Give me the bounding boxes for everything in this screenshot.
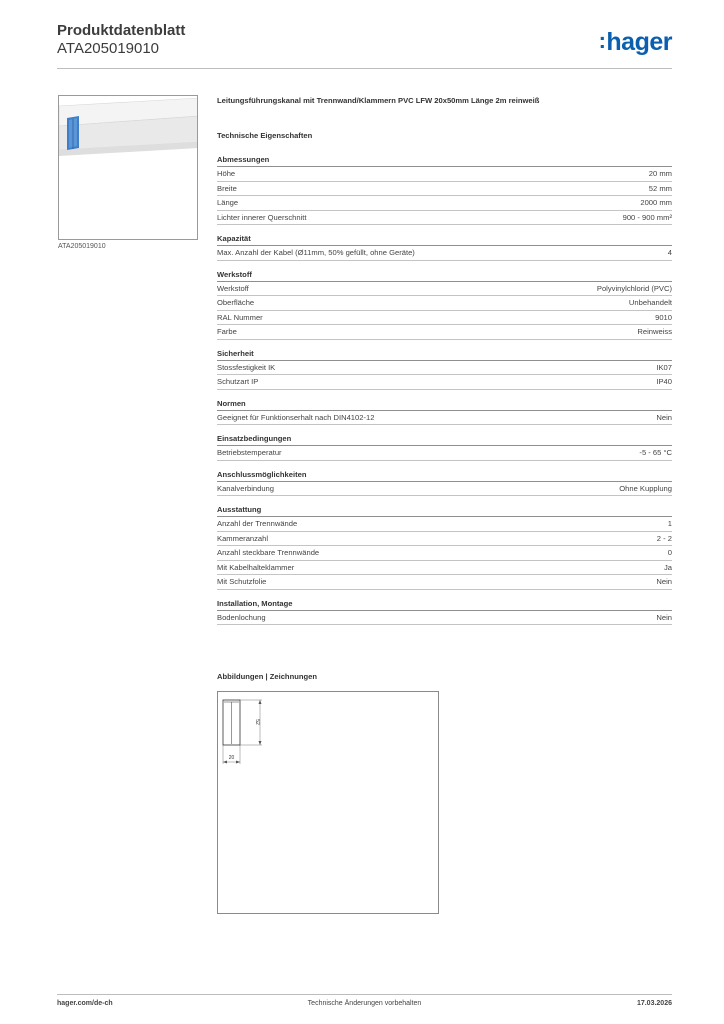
- width-dimension-label: 20: [228, 755, 235, 761]
- spec-row: [217, 561, 672, 576]
- spec-sections: [217, 155, 672, 625]
- spec-value: Unbehandelt: [628, 298, 672, 307]
- spec-label: Anzahl der Trennwände: [217, 519, 298, 528]
- spec-value: 0: [667, 548, 672, 557]
- spec-value: Reinweiss: [637, 327, 672, 336]
- spec-label: Anzahl steckbare Trennwände: [217, 548, 320, 557]
- drawings-heading: Abbildungen | Zeichnungen: [217, 672, 317, 681]
- spec-row: [217, 196, 672, 211]
- section-title: Anschlussmöglichkeiten: [217, 470, 672, 482]
- spec-label: RAL Nummer: [217, 312, 263, 322]
- footer-note: Technische Änderungen vorbehalten: [307, 1000, 422, 1007]
- spec-label: Mit Kabelhalteklammer: [217, 562, 295, 572]
- spec-section: [217, 234, 672, 261]
- spec-label: Länge: [217, 198, 239, 207]
- spec-section: [217, 399, 672, 426]
- document-number: ATA205019010: [57, 40, 160, 57]
- product-title: Leitungsführungskanal mit Trennwand/Klammern PVC LFW 20x50mm Länge 2m reinweiß: [217, 96, 540, 105]
- footer-date: 17.03.2026: [636, 1000, 672, 1007]
- spec-label: Betriebstemperatur: [217, 448, 282, 457]
- document-type: Produktdatenblatt: [57, 22, 186, 39]
- footer-website-link[interactable]: hager.com/de-ch: [57, 1000, 113, 1007]
- spec-label: Geeignet für Funktionserhalt nach DIN4102-12: [217, 412, 375, 422]
- section-title: Normen: [217, 399, 672, 411]
- spec-value: Nein: [656, 612, 672, 622]
- spec-row: [217, 375, 672, 390]
- spec-value: IP40: [656, 377, 672, 386]
- spec-label: Breite: [217, 183, 237, 193]
- spec-row: [217, 546, 672, 561]
- spec-row: [217, 411, 672, 426]
- spec-row: [217, 611, 672, 626]
- section-title: Kapazität: [217, 234, 672, 246]
- spec-label: Kammeranzahl: [217, 533, 269, 543]
- spec-section: [217, 505, 672, 590]
- spec-row: [217, 211, 672, 226]
- spec-value: 9010: [655, 312, 672, 322]
- spec-row: [217, 361, 672, 376]
- spec-row: [217, 517, 672, 532]
- spec-value: 1: [667, 519, 672, 528]
- section-title: Sicherheit: [217, 349, 672, 361]
- spec-label: Farbe: [217, 327, 237, 336]
- section-title: Abmessungen: [217, 155, 672, 167]
- spec-value: 900 - 900 mm²: [622, 212, 672, 222]
- product-specification: [217, 95, 672, 634]
- logo-prefix: :: [598, 28, 606, 53]
- product-image: [58, 95, 198, 240]
- section-title: Einsatzbedingungen: [217, 434, 672, 446]
- spec-value: Nein: [656, 577, 672, 586]
- spec-value: Ja: [663, 562, 672, 572]
- spec-value: Nein: [656, 412, 672, 422]
- hager-logo[interactable]: [599, 27, 672, 56]
- spec-row: [217, 325, 672, 340]
- spec-value: Polyvinylchlorid (PVC): [596, 283, 672, 293]
- cable-duct-illustration: [59, 96, 198, 240]
- spec-label: Höhe: [217, 169, 236, 178]
- spec-section: [217, 155, 672, 225]
- technical-drawing: [217, 691, 439, 914]
- spec-row: [217, 575, 672, 590]
- section-title: Installation, Montage: [217, 599, 672, 611]
- spec-value: -5 - 65 °C: [639, 448, 672, 457]
- spec-row: [217, 311, 672, 326]
- spec-label: Max. Anzahl der Kabel (Ø11mm, 50% gefüllt, ohne Geräte): [217, 248, 415, 257]
- spec-value: 2000 mm: [640, 198, 672, 207]
- spec-row: [217, 246, 672, 261]
- spec-value: 20 mm: [648, 169, 672, 178]
- spec-value: 2 - 2: [656, 533, 672, 543]
- spec-label: Kanalverbindung: [217, 483, 274, 493]
- product-image-caption: ATA205019010: [58, 243, 106, 250]
- section-title: Werkstoff: [217, 270, 672, 282]
- duct-dimension-drawing: [218, 692, 440, 915]
- spec-label: Mit Schutzfolie: [217, 577, 267, 586]
- page-footer: [57, 994, 672, 1014]
- spec-label: Stossfestigkeit IK: [217, 362, 276, 372]
- spec-label: Werkstoff: [217, 283, 249, 293]
- spec-label: Lichter innerer Querschnitt: [217, 212, 307, 222]
- spec-section: [217, 599, 672, 626]
- spec-value: 4: [667, 248, 672, 257]
- logo-text: hager: [606, 28, 672, 56]
- spec-label: Bodenlochung: [217, 612, 266, 622]
- section-title: Ausstattung: [217, 505, 672, 517]
- height-dimension-label: 52: [254, 719, 260, 725]
- spec-row: [217, 482, 672, 497]
- spec-row: [217, 282, 672, 297]
- spec-row: [217, 296, 672, 311]
- spec-value: 52 mm: [648, 183, 672, 193]
- spec-section: [217, 434, 672, 461]
- spec-row: [217, 446, 672, 461]
- spec-row: [217, 167, 672, 182]
- spec-value: Ohne Kupplung: [619, 483, 672, 493]
- spec-section: [217, 349, 672, 390]
- page-header: [57, 22, 672, 69]
- spec-section: [217, 470, 672, 497]
- spec-label: Schutzart IP: [217, 377, 259, 386]
- spec-row: [217, 532, 672, 547]
- spec-value: IK07: [656, 362, 672, 372]
- spec-label: Oberfläche: [217, 298, 255, 307]
- spec-section: [217, 270, 672, 340]
- spec-row: [217, 182, 672, 197]
- technical-properties-heading: Technische Eigenschaften: [217, 131, 313, 140]
